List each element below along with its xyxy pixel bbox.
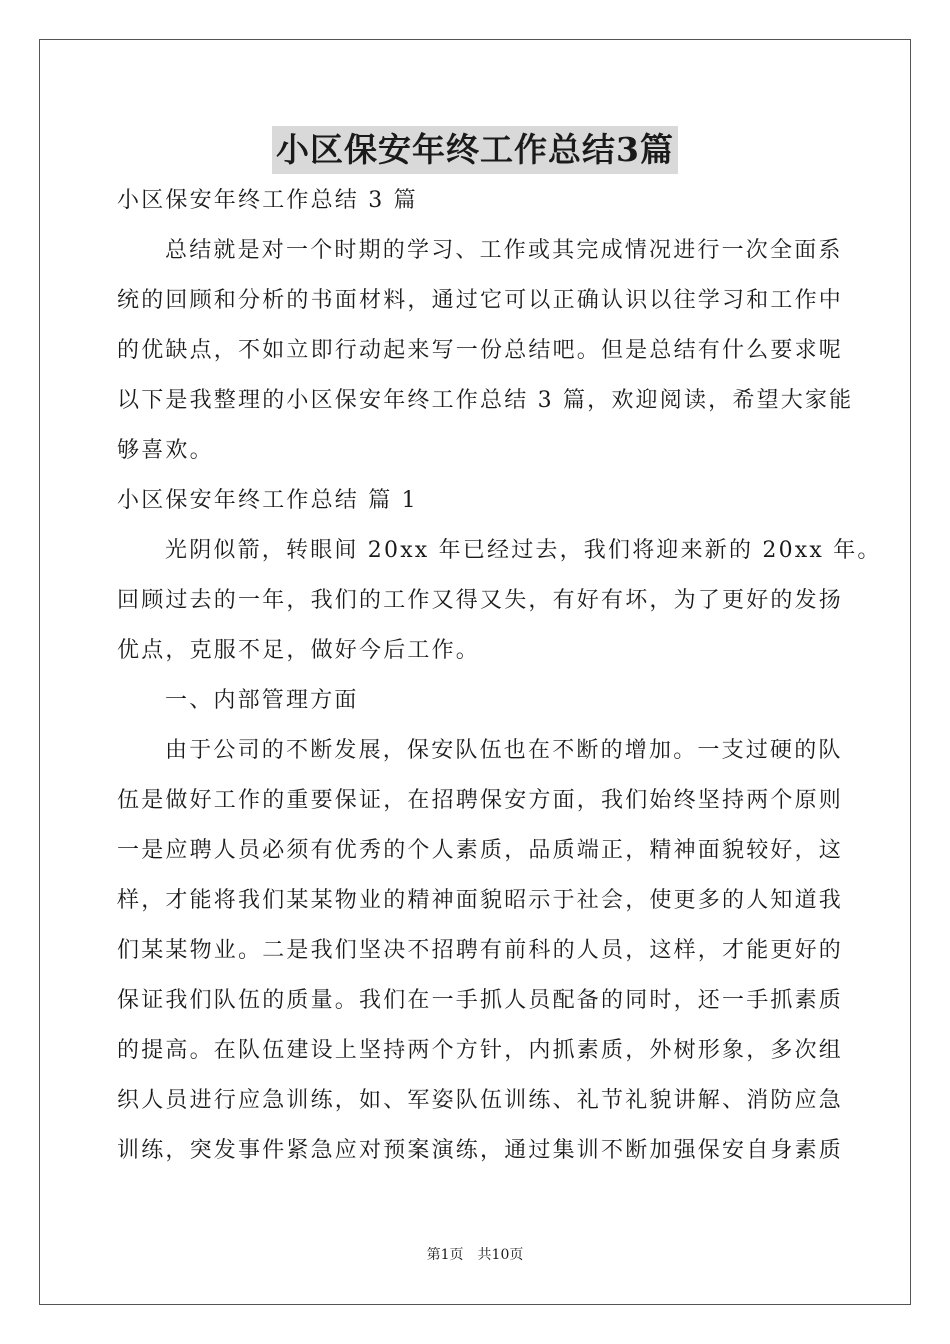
paragraph-line: 样，才能将我们某某物业的精神面貌昭示于社会，使更多的人知道我 [117,888,844,913]
subsection-heading: 一、内部管理方面 [165,688,359,713]
document-title: 小区保安年终工作总结3篇 [272,126,678,174]
paragraph-line: 优点，克服不足，做好今后工作。 [117,638,481,663]
paragraph-line: 回顾过去的一年，我们的工作又得又失，有好有坏，为了更好的发扬 [117,588,844,613]
paragraph-line: 光阴似箭，转眼间 20xx 年已经过去，我们将迎来新的 20xx 年。 [165,538,882,563]
section-heading: 小区保安年终工作总结 篇 1 [117,488,418,513]
paragraph-line: 够喜欢。 [117,438,214,463]
paragraph-line: 一是应聘人员必须有优秀的个人素质，品质端正，精神面貌较好，这 [117,838,844,863]
paragraph-line: 伍是做好工作的重要保证，在招聘保安方面，我们始终坚持两个原则 [117,788,844,813]
paragraph-line: 总结就是对一个时期的学习、工作或其完成情况进行一次全面系 [165,238,843,263]
document-body [117,176,882,1176]
paragraph-line: 们某某物业。二是我们坚决不招聘有前科的人员，这样，才能更好的 [117,938,844,963]
paragraph-line: 统的回顾和分析的书面材料，通过它可以正确认识以往学习和工作中 [117,288,844,313]
paragraph-line: 由于公司的不断发展，保安队伍也在不断的增加。一支过硬的队 [165,738,843,763]
subtitle-line: 小区保安年终工作总结 3 篇 [117,188,418,213]
paragraph-line: 以下是我整理的小区保安年终工作总结 3 篇，欢迎阅读，希望大家能 [117,388,854,413]
paragraph-line: 的提高。在队伍建设上坚持两个方针，内抓素质，外树形象，多次组 [117,1038,844,1063]
paragraph-line: 织人员进行应急训练，如、军姿队伍训练、礼节礼貌讲解、消防应急 [117,1088,844,1113]
page-number-footer: 第1页 共10页 [426,1247,524,1263]
paragraph-line: 的优缺点，不如立即行动起来写一份总结吧。但是总结有什么要求呢 [117,338,844,363]
paragraph-line: 保证我们队伍的质量。我们在一手抓人员配备的同时，还一手抓素质 [117,988,844,1013]
paragraph-line: 训练，突发事件紧急应对预案演练，通过集训不断加强保安自身素质 [117,1138,844,1163]
title-container [0,126,950,174]
